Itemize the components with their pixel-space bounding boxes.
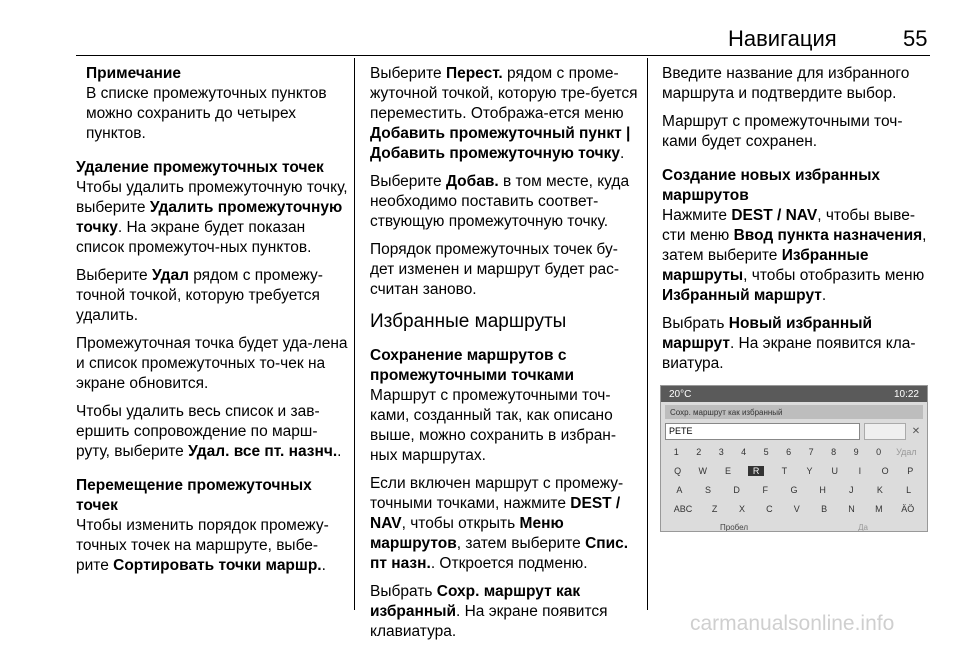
menu-term: Добав. — [445, 173, 499, 190]
button-term: DEST / NAV — [370, 495, 621, 532]
column-3 — [662, 64, 934, 382]
keyboard-key[interactable]: 5 — [763, 447, 769, 457]
text: , чтобы отобразить меню — [743, 267, 925, 284]
text: Чтобы удалить промежуточную точку, выберите — [76, 179, 348, 216]
keyboard-key[interactable]: S — [704, 485, 711, 495]
text: Чтобы удалить весь список и зав-ершить сопровождение по марш-руту, выберите — [76, 403, 320, 460]
column-1 — [76, 64, 348, 584]
paragraph: Маршрут с промежуточными точ-ками, созданный так, как описано выше, можно сохранить в избран-ных маршрутах. — [370, 387, 617, 464]
text: . — [321, 557, 326, 574]
paragraph: Промежуточная точка будет уда-лена и список промежуточных то-чек на экране обновится. — [76, 335, 348, 392]
keyboard-screen-illustration — [660, 385, 928, 532]
text: рядом с промежу-точной точкой, которую требуется удалить. — [76, 267, 323, 324]
keyboard-key[interactable]: Удал — [896, 447, 917, 457]
keyboard-key[interactable]: V — [793, 504, 800, 514]
paragraph — [370, 582, 638, 642]
paragraph — [370, 64, 638, 164]
keyboard-key[interactable]: Z — [711, 504, 718, 514]
text: . — [337, 443, 342, 460]
menu-term: Избранный маршрут — [662, 287, 822, 304]
text: , затем выберите — [456, 535, 586, 552]
keyboard-key[interactable]: E — [724, 466, 731, 476]
keyboard-key[interactable]: ÄÖ — [901, 504, 915, 514]
menu-term: Ввод пункта назначения — [733, 227, 923, 244]
paragraph — [76, 178, 348, 258]
keyboard-key[interactable]: O — [881, 466, 889, 476]
keyboard-row-digits — [665, 446, 923, 458]
heading-move-waypoints: Перемещение промежуточных точек — [76, 477, 312, 514]
text: , чтобы открыть — [401, 515, 520, 532]
menu-term: Сохр. маршрут как избранный — [370, 583, 581, 620]
column-2 — [370, 64, 638, 650]
menu-term: Удал — [151, 267, 189, 284]
keyboard-key[interactable]: 3 — [718, 447, 724, 457]
clock-readout: 10:22 — [893, 388, 919, 400]
column-divider-1 — [354, 58, 355, 610]
text: Чтобы изменить порядок промежу-точных точек на маршруте, выбе-рите — [76, 517, 329, 574]
keyboard-row-1 — [665, 465, 923, 477]
keyboard-key[interactable]: 9 — [853, 447, 859, 457]
keyboard-key[interactable]: J — [849, 485, 854, 495]
route-name-input[interactable]: PETE — [665, 423, 860, 440]
keyboard-key[interactable]: G — [790, 485, 798, 495]
heading-save-routes: Сохранение маршрутов с промежуточными точками — [370, 347, 574, 384]
note-title: Примечание — [86, 65, 181, 82]
keyboard-key[interactable]: C — [766, 504, 773, 514]
keyboard-key[interactable]: K — [876, 485, 883, 495]
keyboard-key[interactable]: 0 — [876, 447, 882, 457]
temperature-readout: 20°C — [669, 388, 692, 400]
keyboard-key[interactable]: Y — [806, 466, 813, 476]
secondary-field — [864, 423, 906, 440]
note-box — [76, 64, 348, 144]
keyboard-key[interactable]: T — [781, 466, 788, 476]
keyboard-key[interactable]: L — [906, 485, 912, 495]
keyboard-key[interactable]: B — [821, 504, 828, 514]
keyboard-key[interactable]: 7 — [808, 447, 814, 457]
keyboard-key[interactable]: Q — [674, 466, 682, 476]
keyboard-key[interactable]: X — [738, 504, 745, 514]
text: Выберите — [76, 267, 152, 284]
text: . На экране появится клавиатура. — [370, 603, 608, 640]
screen-status-bar — [661, 386, 927, 402]
keyboard-key[interactable]: W — [698, 466, 708, 476]
keyboard-key[interactable]: 1 — [673, 447, 679, 457]
heading-create-routes: Создание новых избранных маршрутов — [662, 167, 881, 204]
paragraph: Порядок промежуточных точек бу-дет изменен и маршрут будет рас-считан заново. — [370, 241, 620, 298]
note-text: В списке промежуточных пунктов можно сохранить до четырех пунктов. — [86, 85, 327, 142]
text: Нажмите — [662, 207, 732, 224]
keyboard-key[interactable]: A — [676, 485, 683, 495]
text: Если включен маршрут с промежу-точными точками, нажмите — [370, 475, 624, 512]
menu-term: Удалить промежуточную точку — [76, 199, 343, 236]
keyboard-key[interactable]: 6 — [786, 447, 792, 457]
menu-term: Добавить промежуточный пункт | Добавить промежуточную точку — [370, 125, 631, 162]
keyboard-key[interactable]: F — [762, 485, 769, 495]
screen-input-row — [665, 423, 923, 439]
text: Выбрать — [370, 583, 437, 600]
column-divider-2 — [647, 58, 648, 610]
keyboard-key[interactable]: D — [733, 485, 740, 495]
keyboard-key[interactable]: I — [858, 466, 862, 476]
space-key[interactable]: Пробел — [720, 523, 749, 532]
ok-key[interactable]: Да — [858, 523, 868, 532]
text: . Откроется подменю. — [430, 555, 588, 572]
text: Выберите — [370, 65, 446, 82]
watermark: carmanualsonline.info — [690, 612, 895, 635]
header-rule — [76, 55, 930, 56]
paragraph: Введите название для избранного маршрута и подтвердите выбор. — [662, 65, 910, 102]
keyboard-key[interactable]: H — [819, 485, 826, 495]
keyboard-row-2 — [665, 484, 923, 496]
keyboard-key[interactable]: R — [748, 466, 764, 476]
text: . — [821, 287, 827, 304]
menu-term: Перест. — [445, 65, 503, 82]
menu-term: Избранные маршруты — [662, 247, 869, 284]
screen-title-bar: Сохр. маршрут как избранный — [665, 405, 923, 419]
menu-term: Меню маршрутов — [370, 515, 564, 552]
text: в том месте, куда необходимо поставить соответ-ствующую промежуточную точку. — [370, 173, 630, 230]
paragraph — [662, 206, 934, 306]
heading-favourite-routes: Избранные маршруты — [370, 311, 567, 332]
keyboard-key[interactable]: 2 — [696, 447, 702, 457]
menu-term: Сортировать точки маршр. — [113, 557, 322, 574]
close-icon[interactable]: ✕ — [911, 425, 921, 437]
paragraph: Маршрут с промежуточными точ-ками будет сохранен. — [662, 113, 903, 150]
paragraph — [76, 266, 348, 326]
heading-delete-waypoints: Удаление промежуточных точек — [76, 159, 324, 176]
text: . На экране появится кла-виатура. — [662, 335, 916, 372]
keyboard-key[interactable]: U — [831, 466, 838, 476]
keyboard-key[interactable]: N — [848, 504, 855, 514]
paragraph — [370, 474, 638, 574]
text: рядом с проме-жуточной точкой, которую тре-буется переместить. Отобража-ется меню — [370, 65, 638, 122]
text: . На экране будет показан список промежуточ-ных пунктов. — [76, 219, 312, 256]
menu-term: Удал. все пт. назнч. — [188, 443, 338, 460]
menu-term: Новый избранный маршрут — [662, 315, 873, 352]
header-title: Навигация — [728, 26, 837, 51]
keyboard-key[interactable]: ABC — [673, 504, 693, 514]
page-number: 55 — [903, 26, 928, 51]
keyboard-row-3 — [665, 503, 923, 515]
text: Выбрать — [662, 315, 729, 332]
keyboard-key[interactable]: 8 — [831, 447, 837, 457]
keyboard-key[interactable]: P — [907, 466, 914, 476]
text: Выберите — [370, 173, 446, 190]
paragraph — [76, 402, 348, 462]
text: . — [620, 145, 625, 162]
menu-term: Спис. пт назн. — [370, 535, 629, 572]
keyboard-key[interactable]: M — [875, 504, 883, 514]
button-term: DEST / NAV — [731, 207, 818, 224]
paragraph — [662, 314, 934, 374]
keyboard-key[interactable]: 4 — [741, 447, 747, 457]
paragraph — [76, 516, 348, 576]
text: , затем выберите — [662, 227, 927, 264]
screen-bottom-bar — [665, 523, 923, 532]
paragraph — [370, 172, 638, 232]
text: , чтобы выве-сти меню — [662, 207, 915, 244]
